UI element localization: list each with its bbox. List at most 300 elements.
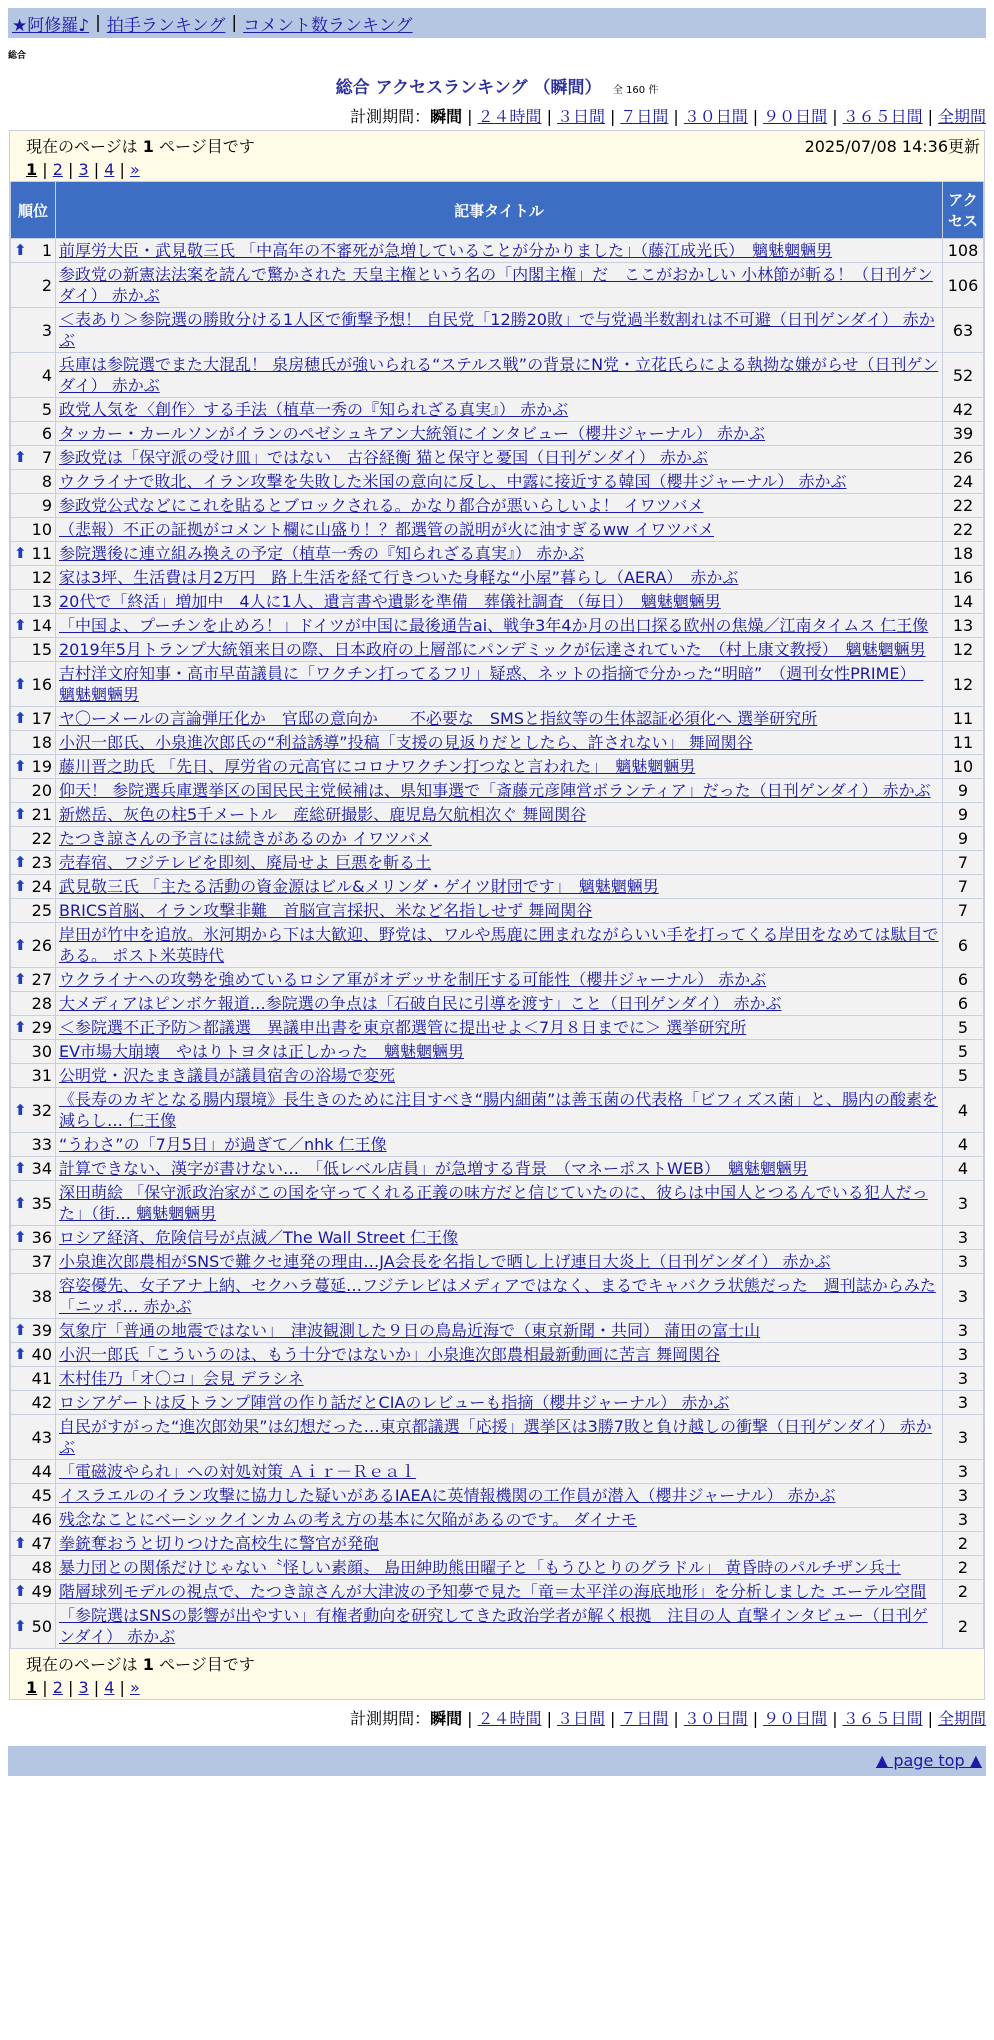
- title-cell: [56, 1133, 943, 1157]
- rank-number: 11: [31, 544, 52, 563]
- table-row: [11, 1040, 984, 1064]
- access-count: 7: [943, 899, 984, 923]
- article-link[interactable]: 容姿優先、女子アナ上納、セクハラ蔓延…フジテレビはメディアではなく、まるでキャバクラ状態だった 週刊誌からみた「ニッポ… 赤かぶ: [59, 1276, 936, 1316]
- rank-cell: [11, 1580, 56, 1604]
- table-row: [11, 1460, 984, 1484]
- up-arrow-icon: ⬆: [14, 1321, 27, 1339]
- rank-number: 37: [31, 1252, 52, 1271]
- page-next-link[interactable]: »: [129, 1678, 140, 1697]
- table-row: [11, 542, 984, 566]
- up-arrow-icon: ⬆: [14, 1616, 27, 1635]
- period-option-1[interactable]: ３日間: [556, 107, 605, 126]
- rank-cell: [11, 566, 56, 590]
- article-link[interactable]: 売春宿、フジテレビを即刻、廃局せよ 巨悪を斬る土: [59, 853, 432, 872]
- table-row: [11, 707, 984, 731]
- article-link[interactable]: 参院選後に連立組み換えの予定（植草一秀の『知られざる真実』） 赤かぶ: [59, 544, 585, 563]
- table-row: [11, 1556, 984, 1580]
- up-arrow-icon: ⬆: [14, 877, 27, 895]
- article-link[interactable]: EV市場大崩壊 やはりトヨタは正しかった 魑魅魍魎男: [59, 1042, 465, 1061]
- title-cell: [56, 707, 943, 731]
- table-row: [11, 755, 984, 779]
- title-cell: [56, 1343, 943, 1367]
- rank-cell: [11, 1157, 56, 1181]
- access-count: 3: [943, 1274, 984, 1319]
- article-link[interactable]: 大メディアはピンボケ報道…参院選の争点は「石破自民に引導を渡す」こと（日刊ゲンダイ） 赤かぶ: [59, 994, 782, 1013]
- rank-number: 1: [41, 241, 52, 260]
- rank-cell: [11, 923, 56, 968]
- rank-number: 3: [41, 320, 52, 340]
- access-count: 3: [943, 1508, 984, 1532]
- title-cell: [56, 470, 943, 494]
- period-current: 瞬間: [430, 1709, 463, 1728]
- rank-number: 23: [31, 853, 52, 872]
- table-row: [11, 851, 984, 875]
- title-cell: [56, 1484, 943, 1508]
- up-arrow-icon: ⬆: [14, 544, 27, 562]
- article-link[interactable]: 参政党は「保守派の受け皿」ではない 古谷経衡 猫と保守と憂国（日刊ゲンダイ） 赤かぶ: [59, 448, 708, 467]
- table-row: [11, 875, 984, 899]
- up-arrow-icon: ⬆: [14, 1534, 27, 1552]
- article-link[interactable]: 2019年5月トランプ大統領来日の際、日本政府の上層部にパンデミックが伝達されていた （村上康文教授） 魑魅魍魎男: [59, 640, 926, 659]
- table-row: [11, 1484, 984, 1508]
- rank-number: 28: [31, 994, 52, 1013]
- access-count: 2: [943, 1556, 984, 1580]
- rank-cell: [11, 398, 56, 422]
- rank-cell: [11, 1064, 56, 1088]
- table-row: [11, 494, 984, 518]
- rank-number: 50: [31, 1616, 52, 1636]
- rank-cell: [11, 614, 56, 638]
- rank-number: 17: [31, 709, 52, 728]
- updated-timestamp: 2025/07/08 14:36更新: [804, 137, 980, 156]
- rank-cell: [11, 1556, 56, 1580]
- rank-number: 49: [31, 1582, 52, 1601]
- period-option-4[interactable]: ９０日間: [763, 1709, 828, 1728]
- article-link[interactable]: 「参院選はSNSの影響が出やすい」有権者動向を研究してきた政治学者が解く根拠 注目の人 直撃インタビュー（日刊ゲンダイ） 赤かぶ: [59, 1606, 928, 1646]
- table-row: [11, 1088, 984, 1133]
- rank-cell: [11, 353, 56, 398]
- period-selector: 計測期間：瞬間 | ２４時間 | ３日間 | ７日間 | ３０日間 | ９０日間 | ３６５日間 | 全期間: [350, 1709, 986, 1728]
- table-row: [11, 1319, 984, 1343]
- period-option-4[interactable]: ９０日間: [763, 107, 828, 126]
- applause-ranking-link[interactable]: 拍手ランキング: [106, 15, 226, 36]
- rank-number: 9: [41, 496, 52, 515]
- access-count: 18: [943, 542, 984, 566]
- table-row: [11, 1133, 984, 1157]
- access-count: 9: [943, 803, 984, 827]
- title-cell: [56, 992, 943, 1016]
- rank-number: 21: [31, 805, 52, 824]
- up-arrow-icon: ⬆: [14, 1582, 27, 1600]
- rank-cell: [11, 875, 56, 899]
- title-cell: [56, 308, 943, 353]
- pager-top: [10, 131, 984, 181]
- page-link-2[interactable]: 2: [52, 1678, 63, 1697]
- current-page-text: 現在のページは 1 ページ目です: [26, 137, 255, 156]
- rank-number: 42: [31, 1393, 52, 1412]
- category-label: 総合: [8, 51, 27, 61]
- table-row: [11, 827, 984, 851]
- table-row: [11, 422, 984, 446]
- article-link[interactable]: 小沢一郎氏、小泉進次郎氏の“利益誘導”投稿「支援の見返りだとしたら、許されない」 舞岡関谷: [59, 733, 753, 752]
- access-count: 6: [943, 968, 984, 992]
- period-option-1[interactable]: ３日間: [556, 1709, 605, 1728]
- title-cell: [56, 1040, 943, 1064]
- col-title: 記事タイトル: [56, 182, 943, 239]
- up-arrow-icon: ⬆: [14, 1228, 27, 1246]
- rank-cell: [11, 851, 56, 875]
- access-count: 4: [943, 1133, 984, 1157]
- article-link[interactable]: ウクライナで敗北、イラン攻撃を失敗した米国の意向に反し、中露に接近する韓国（櫻井ジャーナル） 赤かぶ: [59, 472, 847, 491]
- title-cell: [56, 968, 943, 992]
- table-row: [11, 308, 984, 353]
- rank-number: 27: [31, 970, 52, 989]
- rank-number: 29: [31, 1018, 52, 1037]
- article-link[interactable]: 参政党の新憲法法案を読んで驚かされた 天皇主権という名の「内閣主権」だ ここがおかしい 小林節が斬る！（日刊ゲンダイ） 赤かぶ: [59, 265, 933, 305]
- article-link[interactable]: 小泉進次郎農相がSNSで難クセ連発の理由…JA会長を名指しで晒し上げ連日大炎上（日刊ゲンダイ） 赤かぶ: [59, 1252, 831, 1271]
- table-row: [11, 1415, 984, 1460]
- title-cell: [56, 566, 943, 590]
- rank-cell: [11, 1016, 56, 1040]
- title-cell: [56, 923, 943, 968]
- rank-number: 25: [31, 901, 52, 920]
- article-link[interactable]: 公明党・沢たまき議員が議員宿舎の浴場で変死: [59, 1066, 396, 1085]
- article-link[interactable]: （悲報）不正の証拠がコメント欄に山盛り！？都選管の説明が火に油すぎるww イワツバメ: [59, 520, 714, 539]
- period-option-3[interactable]: ３０日間: [683, 1709, 748, 1728]
- article-link[interactable]: 政党人気を〈創作〉する手法（植草一秀の『知られざる真実』） 赤かぶ: [59, 400, 569, 419]
- access-count: 13: [943, 614, 984, 638]
- access-count: 9: [943, 827, 984, 851]
- article-link[interactable]: 武見敬三氏 「主たる活動の資金源はビル&メリンダ・ゲイツ財団です」 魑魅魍魎男: [59, 877, 659, 896]
- article-link[interactable]: 仰天！ 参院選兵庫選挙区の国民民主党候補は、県知事選で「斎藤元彦陣営ボランティア」だった（日刊ゲンダイ） 赤かぶ: [59, 781, 931, 800]
- up-arrow-icon: ⬆: [14, 757, 27, 775]
- title-cell: [56, 1580, 943, 1604]
- article-link[interactable]: 深田萌絵 「保守派政治家がこの国を守ってくれる正義の味方だと信じていたのに、彼らは中国人とつるんでいる犯人だった」（街… 魑魅魍魎男: [59, 1183, 928, 1223]
- article-link[interactable]: ロシア経済、危険信号が点滅／The Wall Street 仁王像: [59, 1228, 459, 1247]
- article-link[interactable]: ヤ〇ーメールの言論弾圧化か 官邸の意向か 不必要な SMSと指紋等の生体認証必須化へ 選挙研究所: [59, 709, 818, 728]
- period-option-5[interactable]: ３６５日間: [842, 1709, 923, 1728]
- period-option-6[interactable]: 全期間: [937, 1709, 986, 1728]
- article-link[interactable]: 自民がすがった“進次郎効果”は幻想だった…東京都議選「応援」選挙区は3勝7敗と負け越しの衝撃（日刊ゲンダイ） 赤かぶ: [59, 1417, 932, 1457]
- rank-number: 48: [31, 1558, 52, 1577]
- title-cell: [56, 1064, 943, 1088]
- comment-ranking-link[interactable]: コメント数ランキング: [243, 15, 413, 36]
- rank-number: 32: [31, 1100, 52, 1120]
- article-link[interactable]: 前厚労大臣・武見敬三氏 「中高年の不審死が急増していることが分かりました」（藤江成光氏） 魑魅魍魎男: [59, 241, 833, 260]
- article-link[interactable]: 暴力団との関係だけじゃない〝怪しい素顔〟 島田紳助熊田曜子と「もうひとりのグラドル」 黄昏時のパルチザン兵士: [59, 1558, 901, 1577]
- table-row: [11, 1016, 984, 1040]
- rank-number: 47: [31, 1534, 52, 1553]
- article-link[interactable]: ロシアゲートは反トランプ陣営の作り話だとCIAのレビューも指摘（櫻井ジャーナル） 赤かぶ: [59, 1393, 730, 1412]
- rank-cell: [11, 239, 56, 263]
- up-arrow-icon: ⬆: [14, 970, 27, 988]
- page-link-3[interactable]: 3: [78, 1678, 89, 1697]
- period-option-0[interactable]: ２４時間: [477, 1709, 542, 1728]
- title-cell: [56, 590, 943, 614]
- rank-cell: [11, 308, 56, 353]
- rank-number: 13: [31, 592, 52, 611]
- article-link[interactable]: 拳銃奪おうと切りつけた高校生に警官が発砲: [59, 1534, 380, 1553]
- title-cell: [56, 614, 943, 638]
- access-count: 3: [943, 1250, 984, 1274]
- rank-number: 39: [31, 1321, 52, 1340]
- article-link[interactable]: 岸田が竹中を追放。氷河期から下は大歓迎、野党は、ワルや馬鹿に囲まれながらいい手を打ってくる岸田をなめては駄目である。 ポスト米英時代: [59, 925, 939, 965]
- table-row: [11, 779, 984, 803]
- article-link[interactable]: タッカー・カールソンがイランのペゼシュキアン大統領にインタビュー（櫻井ジャーナル） 赤かぶ: [59, 424, 766, 443]
- title-cell: [56, 1016, 943, 1040]
- table-row: [11, 1250, 984, 1274]
- table-row: [11, 470, 984, 494]
- rank-cell: [11, 992, 56, 1016]
- rank-cell: [11, 755, 56, 779]
- access-count: 6: [943, 923, 984, 968]
- article-link[interactable]: イスラエルのイラン攻撃に協力した疑いがあるIAEAに英情報機関の工作員が潜入（櫻井ジャーナル） 赤かぶ: [59, 1486, 836, 1505]
- table-row: [11, 1508, 984, 1532]
- title-cell: [56, 518, 943, 542]
- rank-number: 33: [31, 1135, 52, 1154]
- access-count: 2: [943, 1604, 984, 1649]
- rank-number: 4: [41, 365, 52, 385]
- title-cell: [56, 662, 943, 707]
- rank-cell: [11, 1343, 56, 1367]
- period-option-5[interactable]: ３６５日間: [842, 107, 923, 126]
- period-label: 計測期間：: [350, 107, 431, 126]
- article-link[interactable]: 新燃岳、灰色の柱5千メートル 産総研撮影、鹿児島欠航相次ぐ 舞岡関谷: [59, 805, 587, 824]
- rank-cell: [11, 1508, 56, 1532]
- title-cell: [56, 494, 943, 518]
- rank-cell: [11, 1415, 56, 1460]
- article-link[interactable]: たつき諒さんの予言には続きがあるのか イワツバメ: [59, 829, 432, 848]
- article-link[interactable]: 小沢一郎氏「こういうのは、もう十分ではないか」小泉進次郎農相最新動画に苦言 舞岡関谷: [59, 1345, 721, 1364]
- rank-number: 35: [31, 1193, 52, 1213]
- access-count: 6: [943, 992, 984, 1016]
- page-link-4[interactable]: 4: [104, 160, 115, 179]
- period-option-0[interactable]: ２４時間: [477, 107, 542, 126]
- period-option-6[interactable]: 全期間: [937, 107, 986, 126]
- table-row: [11, 662, 984, 707]
- footer-bar: [8, 1746, 986, 1776]
- rank-number: 30: [31, 1042, 52, 1061]
- access-count: 52: [943, 353, 984, 398]
- rank-cell: [11, 1250, 56, 1274]
- rank-number: 5: [41, 400, 52, 419]
- rank-number: 18: [31, 733, 52, 752]
- rank-cell: [11, 899, 56, 923]
- table-row: [11, 353, 984, 398]
- rank-number: 45: [31, 1486, 52, 1505]
- rank-cell: [11, 662, 56, 707]
- access-count: 106: [943, 263, 984, 308]
- rank-cell: [11, 1040, 56, 1064]
- article-link[interactable]: 吉村洋文府知事・高市早苗議員に「ワクチン打ってるフリ」疑惑、ネットの指摘で分かった“明暗” （週刊女性PRIME） 魑魅魍魎男: [59, 664, 924, 704]
- table-row: [11, 1274, 984, 1319]
- title-cell: [56, 353, 943, 398]
- access-count: 10: [943, 755, 984, 779]
- title-cell: [56, 542, 943, 566]
- page-link-3[interactable]: 3: [78, 160, 89, 179]
- rank-number: 22: [31, 829, 52, 848]
- table-row: [11, 968, 984, 992]
- article-link[interactable]: “うわさ”の「7月5日」が過ぎて／nhk 仁王像: [59, 1135, 387, 1154]
- access-count: 22: [943, 518, 984, 542]
- rank-cell: [11, 263, 56, 308]
- page-title-row: [0, 73, 994, 98]
- title-cell: [56, 446, 943, 470]
- col-count: アクセス: [943, 182, 984, 239]
- table-row: [11, 1580, 984, 1604]
- rank-cell: [11, 1391, 56, 1415]
- access-count: 5: [943, 1064, 984, 1088]
- table-row: [11, 1064, 984, 1088]
- article-link[interactable]: 兵庫は参院選でまた大混乱！ 泉房穂氏が強いられる“ステルス戦”の背景にN党・立花氏らによる執拗な嫌がらせ（日刊ゲンダイ） 赤かぶ: [59, 355, 939, 395]
- rank-number: 36: [31, 1228, 52, 1247]
- rank-cell: [11, 1088, 56, 1133]
- article-link[interactable]: ＜表あり＞参院選の勝敗分ける1人区で衝撃予想！ 自民党「12勝20敗」で与党過半数割れは不可避（日刊ゲンダイ） 赤かぶ: [59, 310, 935, 350]
- rank-number: 10: [31, 520, 52, 539]
- rank-number: 15: [31, 640, 52, 659]
- rank-cell: [11, 470, 56, 494]
- up-arrow-icon: ⬆: [14, 709, 27, 727]
- up-arrow-icon: ⬆: [14, 674, 27, 693]
- rank-cell: [11, 1274, 56, 1319]
- table-row: [11, 239, 984, 263]
- table-row: [11, 1157, 984, 1181]
- rank-cell: [11, 1367, 56, 1391]
- access-count: 3: [943, 1415, 984, 1460]
- title-cell: [56, 779, 943, 803]
- rank-cell: [11, 494, 56, 518]
- article-link[interactable]: 残念なことにベーシックインカムの考え方の基本に欠陥があるのです。 ダイナモ: [59, 1510, 638, 1529]
- up-arrow-icon: ⬆: [14, 1018, 27, 1036]
- title-cell: [56, 263, 943, 308]
- rank-cell: [11, 1604, 56, 1649]
- access-count: 7: [943, 875, 984, 899]
- title-cell: [56, 1250, 943, 1274]
- article-link[interactable]: 藤川晋之助氏 「先日、厚労省の元高官にコロナワクチン打つなと言われた」 魑魅魍魎男: [59, 757, 696, 776]
- period-option-2[interactable]: ７日間: [620, 1709, 669, 1728]
- up-arrow-icon: ⬆: [14, 616, 27, 634]
- title-cell: [56, 239, 943, 263]
- access-count: 22: [943, 494, 984, 518]
- rank-cell: [11, 422, 56, 446]
- table-row: [11, 1343, 984, 1367]
- article-link[interactable]: 《長寿のカギとなる腸内環境》長生きのために注目すべき“腸内細菌”は善玉菌の代表格「ビフィズス菌」と、腸内の酸素を減らし… 仁王像: [59, 1090, 938, 1130]
- up-arrow-icon: ⬆: [14, 1159, 27, 1177]
- table-row: [11, 899, 984, 923]
- table-row: [11, 992, 984, 1016]
- ranking-table: [10, 181, 984, 1649]
- article-link[interactable]: 「電磁波やられ」への対処対策 Ａｉｒ－Ｒｅａｌ: [59, 1462, 417, 1481]
- rank-cell: [11, 968, 56, 992]
- site-home-link[interactable]: ★阿修羅♪: [12, 15, 90, 36]
- title-cell: [56, 1604, 943, 1649]
- rank-cell: [11, 1226, 56, 1250]
- access-count: 3: [943, 1460, 984, 1484]
- rank-cell: [11, 707, 56, 731]
- rank-number: 16: [31, 674, 52, 694]
- access-count: 5: [943, 1016, 984, 1040]
- article-link[interactable]: 参政党公式などにこれを貼るとブロックされる。かなり都合が悪いらしいよ！ イワツバメ: [59, 496, 704, 515]
- rank-number: 38: [31, 1286, 52, 1306]
- table-row: [11, 1181, 984, 1226]
- rank-number: 46: [31, 1510, 52, 1529]
- rank-cell: [11, 1484, 56, 1508]
- page-next-link[interactable]: »: [129, 160, 140, 179]
- access-count: 4: [943, 1157, 984, 1181]
- table-row: [11, 638, 984, 662]
- access-count: 12: [943, 662, 984, 707]
- rank-number: 2: [41, 275, 52, 295]
- page-links: 1 | 2 | 3 | 4 | »: [26, 1678, 140, 1697]
- rank-cell: [11, 1181, 56, 1226]
- access-count: 2: [943, 1580, 984, 1604]
- page-top-link[interactable]: ▲ page top ▲: [875, 1751, 982, 1770]
- access-count: 16: [943, 566, 984, 590]
- title-cell: [56, 638, 943, 662]
- article-link[interactable]: 計算できない、漢字が書けない… 「低レベル店員」が急増する背景 （マネーポストWEB） 魑魅魍魎男: [59, 1159, 808, 1178]
- rank-number: 24: [31, 877, 52, 896]
- table-row: [11, 923, 984, 968]
- article-link[interactable]: ウクライナへの攻勢を強めているロシア軍がオデッサを制圧する可能性（櫻井ジャーナル） 赤かぶ: [59, 970, 767, 989]
- up-arrow-icon: ⬆: [14, 853, 27, 871]
- access-count: 3: [943, 1343, 984, 1367]
- pager-bottom: [10, 1649, 984, 1699]
- access-count: 63: [943, 308, 984, 353]
- ranking-panel: [9, 130, 985, 1700]
- page-link-4[interactable]: 4: [104, 1678, 115, 1697]
- period-option-2[interactable]: ７日間: [620, 107, 669, 126]
- table-row: [11, 398, 984, 422]
- up-arrow-icon: ⬆: [14, 935, 27, 954]
- table-row: [11, 1226, 984, 1250]
- title-cell: [56, 1088, 943, 1133]
- table-row: [11, 566, 984, 590]
- rank-number: 8: [41, 472, 52, 491]
- article-link[interactable]: 家は3坪、生活費は月2万円 路上生活を経て行きついた身軽な“小屋”暮らし（AERA） 赤かぶ: [59, 568, 739, 587]
- access-count: 3: [943, 1484, 984, 1508]
- rank-number: 19: [31, 757, 52, 776]
- access-count: 3: [943, 1391, 984, 1415]
- table-row: [11, 1604, 984, 1649]
- period-option-3[interactable]: ３０日間: [683, 107, 748, 126]
- table-row: [11, 731, 984, 755]
- article-link[interactable]: BRICS首脳、イラン攻撃非難 首脳宣言採択、米など名指しせず 舞岡関谷: [59, 901, 593, 920]
- page-link-2[interactable]: 2: [52, 160, 63, 179]
- title-cell: [56, 755, 943, 779]
- up-arrow-icon: ⬆: [14, 1100, 27, 1119]
- article-link[interactable]: 階層球列モデルの視点で、たつき諒さんが大津波の予知夢で見た「竜＝太平洋の海底地形」を分析しました エーテル空間: [59, 1582, 927, 1601]
- rank-number: 44: [31, 1462, 52, 1481]
- access-count: 39: [943, 422, 984, 446]
- rank-number: 12: [31, 568, 52, 587]
- article-link[interactable]: ＜参院選不正予防＞都議選 異議申出書を東京都選管に提出せよ＜7月８日までに＞ 選挙研究所: [59, 1018, 747, 1037]
- article-link[interactable]: 気象庁「普通の地震ではない」 津波観測した９日の鳥島近海で（東京新聞・共同） 蒲田の富士山: [59, 1321, 761, 1340]
- rank-number: 6: [41, 424, 52, 443]
- article-link[interactable]: 20代で「終活」増加中 4人に1人、遺言書や遺影を準備 葬儀社調査 （毎日） 魑魅魍魎男: [59, 592, 721, 611]
- table-row: [11, 1532, 984, 1556]
- access-count: 3: [943, 1181, 984, 1226]
- period-current: 瞬間: [430, 107, 463, 126]
- title-cell: [56, 1181, 943, 1226]
- access-count: 7: [943, 851, 984, 875]
- rank-cell: [11, 1460, 56, 1484]
- article-link[interactable]: 木村佳乃「オ〇コ」会見 デラシネ: [59, 1369, 304, 1388]
- up-arrow-icon: ⬆: [14, 241, 27, 259]
- rank-number: 43: [31, 1427, 52, 1447]
- article-link[interactable]: 「中国よ、プーチンを止めろ！」ドイツが中国に最後通告ai、戦争3年4か月の出口探る欧州の焦燥／江南タイムス 仁王像: [59, 616, 929, 635]
- col-rank: 順位: [11, 182, 56, 239]
- total-count: 全 160 件: [612, 85, 659, 96]
